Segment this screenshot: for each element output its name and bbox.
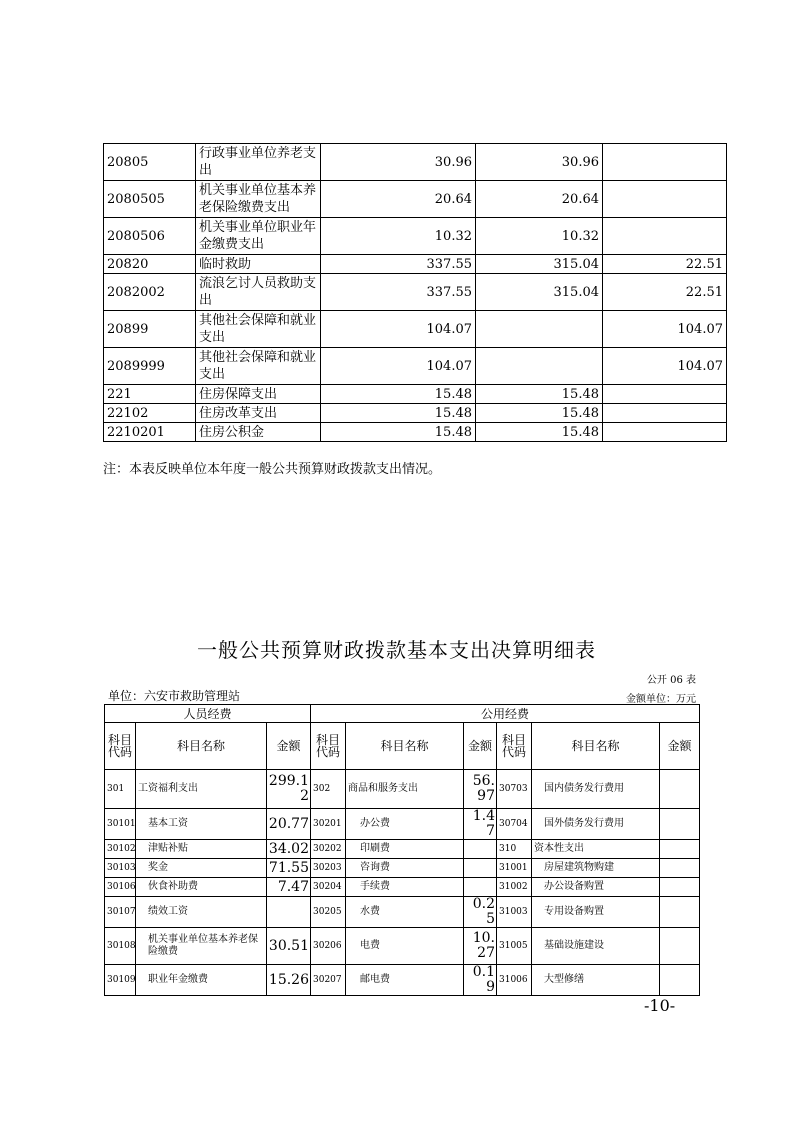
row-project	[603, 181, 727, 218]
row-code: 2210201	[104, 423, 196, 442]
page-title: 一般公共预算财政拨款基本支出决算明细表	[197, 638, 596, 662]
row-basic: 315.04	[476, 255, 603, 274]
name-cell: 基础设施建设	[532, 928, 660, 965]
name-cell: 手续费	[346, 878, 464, 897]
code-cell: 30704	[497, 809, 532, 840]
row-basic: 30.96	[476, 144, 603, 181]
amount-cell: 0.25	[464, 897, 497, 928]
table-row	[104, 144, 727, 181]
row-total: 104.07	[321, 348, 476, 385]
row-project: 104.07	[603, 311, 727, 348]
row-code: 20899	[104, 311, 196, 348]
row-basic: 15.48	[476, 423, 603, 442]
row-code: 20820	[104, 255, 196, 274]
group-header-row	[105, 705, 700, 723]
table-row	[104, 385, 727, 404]
row-code: 22102	[104, 404, 196, 423]
amount-cell	[464, 840, 497, 859]
row-project: 22.51	[603, 274, 727, 311]
row-project	[603, 218, 727, 255]
row-total: 20.64	[321, 181, 476, 218]
code-cell: 31005	[497, 928, 532, 965]
name-cell: 工资福利支出	[136, 770, 267, 809]
basic-expenditure-detail-table	[104, 704, 700, 996]
code-cell: 30204	[311, 878, 346, 897]
name-cell: 奖金	[136, 859, 267, 878]
code-cell: 302	[311, 770, 346, 809]
row-code: 221	[104, 385, 196, 404]
amount-cell: 30.51	[267, 928, 311, 965]
name-cell: 大型修缮	[532, 965, 660, 996]
name-cell: 电费	[346, 928, 464, 965]
name-cell: 资本性支出	[532, 840, 660, 859]
group-header-personnel: 人员经费	[105, 705, 311, 723]
col-header-amount: 金额	[660, 723, 700, 770]
amount-cell: 34.02	[267, 840, 311, 859]
table-row	[104, 423, 727, 442]
code-cell: 30109	[105, 965, 136, 996]
table-row	[105, 965, 700, 996]
amount-cell	[660, 965, 700, 996]
code-cell: 30107	[105, 897, 136, 928]
col-header-name: 科目名称	[532, 723, 660, 770]
group-header-public: 公用经费	[311, 705, 700, 723]
code-cell: 30205	[311, 897, 346, 928]
amount-cell	[267, 897, 311, 928]
row-name: 机关事业单位职业年金缴费支出	[196, 218, 321, 255]
col-header-name: 科目名称	[136, 723, 267, 770]
name-cell: 邮电费	[346, 965, 464, 996]
table-row	[105, 859, 700, 878]
amount-cell: 299.12	[267, 770, 311, 809]
row-name: 行政事业单位养老支出	[196, 144, 321, 181]
table-row	[105, 878, 700, 897]
row-code: 2080506	[104, 218, 196, 255]
col-header-amount: 金额	[267, 723, 311, 770]
amount-cell: 7.47	[267, 878, 311, 897]
amount-cell: 15.26	[267, 965, 311, 996]
name-cell: 伙食补助费	[136, 878, 267, 897]
amount-cell: 56.97	[464, 770, 497, 809]
col-header-code: 科目代码	[497, 723, 532, 770]
code-cell: 30203	[311, 859, 346, 878]
table-row	[104, 311, 727, 348]
amount-cell	[464, 878, 497, 897]
row-total: 104.07	[321, 311, 476, 348]
table-note: 注：本表反映单位本年度一般公共预算财政拨款支出情况。	[103, 462, 442, 477]
amount-cell: 71.55	[267, 859, 311, 878]
unit-label: 单位：六安市救助管理站	[108, 689, 241, 703]
row-basic: 10.32	[476, 218, 603, 255]
row-project: 22.51	[603, 255, 727, 274]
table-row	[104, 404, 727, 423]
name-cell: 办公设备购置	[532, 878, 660, 897]
code-cell: 30106	[105, 878, 136, 897]
top-expenditure-table	[103, 143, 727, 442]
table-row	[105, 770, 700, 809]
name-cell: 咨询费	[346, 859, 464, 878]
amount-cell	[660, 897, 700, 928]
name-cell: 绩效工资	[136, 897, 267, 928]
row-code: 2082002	[104, 274, 196, 311]
form-number: 公开 06 表	[646, 675, 696, 686]
col-header-code: 科目代码	[105, 723, 136, 770]
code-cell: 30101	[105, 809, 136, 840]
code-cell: 30206	[311, 928, 346, 965]
code-cell: 30102	[105, 840, 136, 859]
name-cell: 职业年金缴费	[136, 965, 267, 996]
name-cell: 印刷费	[346, 840, 464, 859]
row-project	[603, 144, 727, 181]
table-row	[105, 809, 700, 840]
row-name: 机关事业单位基本养老保险缴费支出	[196, 181, 321, 218]
amount-cell: 10.27	[464, 928, 497, 965]
table-row	[104, 255, 727, 274]
code-cell: 301	[105, 770, 136, 809]
table-row	[104, 181, 727, 218]
amount-unit: 金额单位：万元	[626, 694, 696, 705]
row-code: 20805	[104, 144, 196, 181]
row-total: 15.48	[321, 404, 476, 423]
row-total: 337.55	[321, 274, 476, 311]
name-cell: 办公费	[346, 809, 464, 840]
row-project: 104.07	[603, 348, 727, 385]
name-cell: 水费	[346, 897, 464, 928]
row-basic	[476, 348, 603, 385]
row-code: 2089999	[104, 348, 196, 385]
row-total: 337.55	[321, 255, 476, 274]
table-row	[105, 897, 700, 928]
row-basic: 15.48	[476, 385, 603, 404]
name-cell: 国外债务发行费用	[532, 809, 660, 840]
table-row	[104, 274, 727, 311]
code-cell: 31003	[497, 897, 532, 928]
page-number: -10-	[644, 996, 676, 1015]
code-cell: 30201	[311, 809, 346, 840]
name-cell: 商品和服务支出	[346, 770, 464, 809]
row-name: 其他社会保障和就业支出	[196, 348, 321, 385]
row-name: 住房改革支出	[196, 404, 321, 423]
row-total: 10.32	[321, 218, 476, 255]
name-cell: 房屋建筑物购建	[532, 859, 660, 878]
col-header-code: 科目代码	[311, 723, 346, 770]
code-cell: 30207	[311, 965, 346, 996]
amount-cell	[660, 770, 700, 809]
table-row	[105, 928, 700, 965]
column-header-row	[105, 723, 700, 770]
code-cell: 30103	[105, 859, 136, 878]
name-cell: 基本工资	[136, 809, 267, 840]
row-basic: 20.64	[476, 181, 603, 218]
table-row	[104, 348, 727, 385]
name-cell: 津贴补贴	[136, 840, 267, 859]
amount-cell: 1.47	[464, 809, 497, 840]
amount-cell: 20.77	[267, 809, 311, 840]
amount-cell	[660, 878, 700, 897]
row-basic: 315.04	[476, 274, 603, 311]
row-name: 临时救助	[196, 255, 321, 274]
row-project	[603, 423, 727, 442]
row-basic: 15.48	[476, 404, 603, 423]
name-cell: 国内债务发行费用	[532, 770, 660, 809]
col-header-name: 科目名称	[346, 723, 464, 770]
name-cell: 机关事业单位基本养老保险缴费	[136, 928, 267, 965]
code-cell: 31002	[497, 878, 532, 897]
amount-cell	[660, 840, 700, 859]
row-total: 15.48	[321, 385, 476, 404]
col-header-amount: 金额	[464, 723, 497, 770]
row-name: 住房保障支出	[196, 385, 321, 404]
row-name: 住房公积金	[196, 423, 321, 442]
table-row	[104, 218, 727, 255]
row-name: 流浪乞讨人员救助支出	[196, 274, 321, 311]
row-code: 2080505	[104, 181, 196, 218]
code-cell: 30703	[497, 770, 532, 809]
row-name: 其他社会保障和就业支出	[196, 311, 321, 348]
amount-cell	[660, 928, 700, 965]
amount-cell	[660, 809, 700, 840]
code-cell: 30108	[105, 928, 136, 965]
table-row	[105, 840, 700, 859]
row-total: 15.48	[321, 423, 476, 442]
row-project	[603, 404, 727, 423]
code-cell: 310	[497, 840, 532, 859]
amount-cell	[660, 859, 700, 878]
row-basic	[476, 311, 603, 348]
code-cell: 30202	[311, 840, 346, 859]
row-project	[603, 385, 727, 404]
row-total: 30.96	[321, 144, 476, 181]
name-cell: 专用设备购置	[532, 897, 660, 928]
amount-cell	[464, 859, 497, 878]
code-cell: 31001	[497, 859, 532, 878]
amount-cell: 0.19	[464, 965, 497, 996]
code-cell: 31006	[497, 965, 532, 996]
